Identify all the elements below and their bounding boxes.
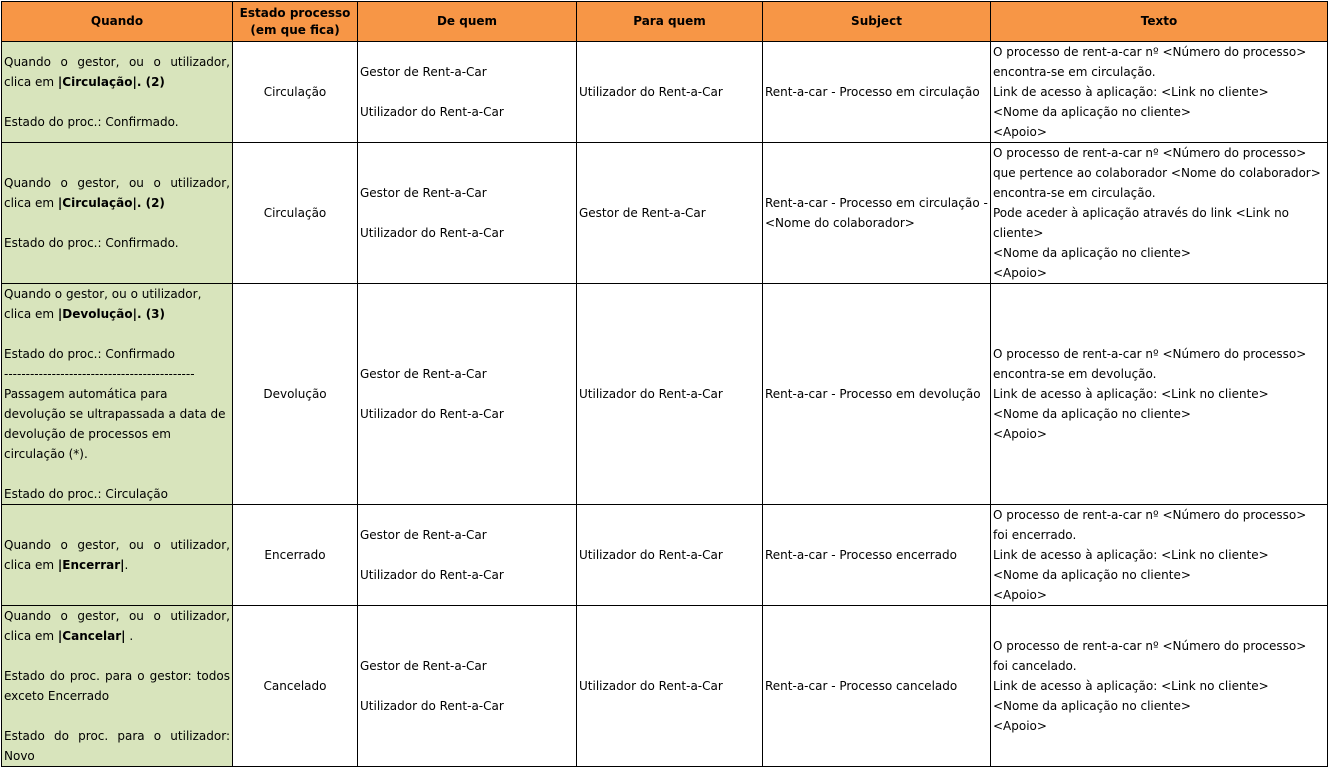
texto-line: <Apoio> (993, 125, 1047, 139)
texto-line: O processo de rent-a-car nº <Número do processo> foi cancelado. (993, 639, 1307, 673)
when-action: |Circulação|. (2) (57, 75, 165, 89)
de-quem-2: Utilizador do Rent-a-Car (360, 699, 504, 713)
texto-cell (991, 42, 1328, 143)
texto-line: <Nome da aplicação no cliente> (993, 407, 1191, 421)
when-text: Quando o gestor, ou o utilizador, clica em (4, 176, 230, 210)
table-row (2, 284, 1328, 505)
when-text: Quando o gestor, ou o utilizador, clica em (4, 287, 202, 321)
texto-line: Link de acesso à aplicação: <Link no cliente> (993, 679, 1269, 693)
de-quem-2: Utilizador do Rent-a-Car (360, 105, 504, 119)
when-action: |Circulação|. (2) (57, 196, 165, 210)
texto-line: <Apoio> (993, 266, 1047, 280)
subject-cell: Rent-a-car - Processo encerrado (763, 505, 991, 606)
texto-cell (991, 284, 1328, 505)
col-header-de-quem: De quem (358, 2, 577, 42)
col-header-texto: Texto (991, 2, 1328, 42)
when-state-2: Estado do proc.: Circulação (4, 487, 168, 501)
texto-line: Pode aceder à aplicação através do link <Link no cliente> (993, 206, 1290, 240)
when-post: . (124, 558, 129, 572)
when-state: Estado do proc.: Confirmado. (4, 236, 179, 250)
when-state: Estado do proc.: Confirmado (4, 347, 175, 361)
texto-line: Link de acesso à aplicação: <Link no cliente> (993, 548, 1269, 562)
table-row (2, 42, 1328, 143)
header-row (2, 2, 1328, 42)
when-action: |Encerrar| (57, 558, 125, 572)
when-cell (2, 284, 233, 505)
when-text: Quando o gestor, ou o utilizador, clica em (4, 538, 230, 572)
table-row (2, 606, 1328, 767)
para-quem-cell: Utilizador do Rent-a-Car (577, 284, 763, 505)
texto-cell (991, 143, 1328, 284)
de-quem-1: Gestor de Rent-a-Car (360, 65, 487, 79)
when-cell (2, 42, 233, 143)
subject-cell: Rent-a-car - Processo em circulação (763, 42, 991, 143)
texto-cell (991, 606, 1328, 767)
texto-line: O processo de rent-a-car nº <Número do processo> encontra-se em devolução. (993, 347, 1307, 381)
when-text: Quando o gestor, ou o utilizador, clica em (4, 609, 230, 643)
when-state-2: Estado do proc. para o utilizador: Novo (4, 729, 230, 763)
col-header-para-quem: Para quem (577, 2, 763, 42)
separator: -------------------------------------------- (4, 367, 195, 381)
de-quem-2: Utilizador do Rent-a-Car (360, 568, 504, 582)
de-quem-cell (358, 606, 577, 767)
col-header-subject: Subject (763, 2, 991, 42)
texto-cell (991, 505, 1328, 606)
when-post: . (125, 629, 134, 643)
texto-line: O processo de rent-a-car nº <Número do processo> foi encerrado. (993, 508, 1307, 542)
de-quem-cell (358, 284, 577, 505)
when-action: |Cancelar| (57, 629, 126, 643)
subject-cell: Rent-a-car - Processo em devolução (763, 284, 991, 505)
when-text: Quando o gestor, ou o utilizador, clica em (4, 55, 230, 89)
col-header-quando: Quando (2, 2, 233, 42)
texto-line: <Nome da aplicação no cliente> (993, 699, 1191, 713)
texto-line: Link de acesso à aplicação: <Link no cliente> (993, 85, 1269, 99)
estado-cell: Circulação (233, 143, 358, 284)
col-header-estado: Estado processo (em que fica) (233, 2, 358, 42)
texto-line: Link de acesso à aplicação: <Link no cliente> (993, 387, 1269, 401)
texto-line: <Apoio> (993, 427, 1047, 441)
de-quem-1: Gestor de Rent-a-Car (360, 659, 487, 673)
de-quem-cell (358, 143, 577, 284)
table-row (2, 143, 1328, 284)
estado-cell: Encerrado (233, 505, 358, 606)
de-quem-2: Utilizador do Rent-a-Car (360, 407, 504, 421)
texto-line: O processo de rent-a-car nº <Número do processo> que pertence ao colaborador <Nome do colaborador> encontra-se em circulação. (993, 146, 1321, 200)
when-state: Estado do proc.: Confirmado. (4, 115, 179, 129)
when-auto: Passagem automática para devolução se ultrapassada a data de devolução de processos em circulação (*). (4, 387, 226, 461)
de-quem-1: Gestor de Rent-a-Car (360, 528, 487, 542)
para-quem-cell: Utilizador do Rent-a-Car (577, 42, 763, 143)
de-quem-cell (358, 505, 577, 606)
de-quem-1: Gestor de Rent-a-Car (360, 186, 487, 200)
when-action: |Devolução|. (3) (57, 307, 166, 321)
when-cell (2, 505, 233, 606)
texto-line: <Nome da aplicação no cliente> (993, 246, 1191, 260)
texto-line: O processo de rent-a-car nº <Número do processo> encontra-se em circulação. (993, 45, 1307, 79)
texto-line: <Nome da aplicação no cliente> (993, 568, 1191, 582)
when-cell (2, 143, 233, 284)
de-quem-2: Utilizador do Rent-a-Car (360, 226, 504, 240)
when-cell (2, 606, 233, 767)
para-quem-cell: Gestor de Rent-a-Car (577, 143, 763, 284)
estado-cell: Devolução (233, 284, 358, 505)
when-state: Estado do proc. para o gestor: todos exceto Encerrado (4, 669, 230, 703)
texto-line: <Apoio> (993, 588, 1047, 602)
table-row (2, 505, 1328, 606)
texto-line: <Apoio> (993, 719, 1047, 733)
texto-line: <Nome da aplicação no cliente> (993, 105, 1191, 119)
estado-cell: Circulação (233, 42, 358, 143)
de-quem-cell (358, 42, 577, 143)
estado-cell: Cancelado (233, 606, 358, 767)
para-quem-cell: Utilizador do Rent-a-Car (577, 606, 763, 767)
de-quem-1: Gestor de Rent-a-Car (360, 367, 487, 381)
email-rules-table (1, 1, 1328, 767)
subject-cell: Rent-a-car - Processo cancelado (763, 606, 991, 767)
subject-cell: Rent-a-car - Processo em circulação - <Nome do colaborador> (763, 143, 991, 284)
para-quem-cell: Utilizador do Rent-a-Car (577, 505, 763, 606)
